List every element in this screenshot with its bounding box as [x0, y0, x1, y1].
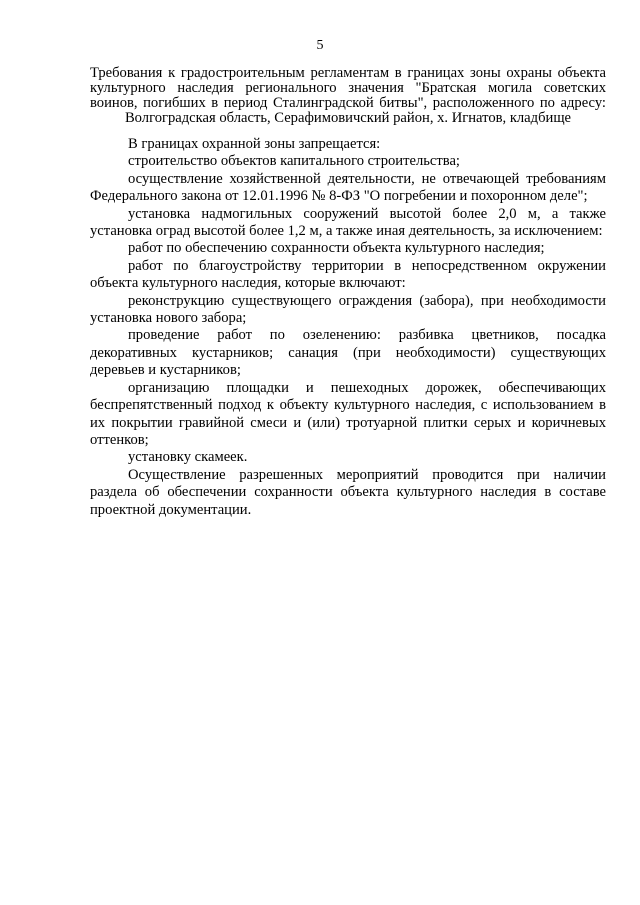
- document-body: [90, 136, 606, 519]
- paragraph-gravestones-fences: установка надмогильных сооружений высотой более 2,0 м, а также установка оград высотой более 1,2 м, а также иная деятельность, за исключением:: [90, 205, 606, 240]
- heading-line-1: Требования к градостроительным регламентам в границах зоны охраны объекта: [90, 65, 606, 81]
- page-number: 5: [316, 38, 324, 53]
- paragraph-landscaping-works: работ по благоустройству территории в непосредственном окружении объекта культурного наследия, которые включают:: [90, 257, 606, 292]
- paragraph-paths: организацию площадки и пешеходных дорожек, обеспечивающих беспрепятственный подход к объекту культурного наследия, с использованием в их покрытии гравийной смеси и (или) тротуарной плитки серых и коричневых оттенков;: [90, 379, 606, 448]
- paragraph-greening: проведение работ по озеленению: разбивка цветников, посадка декоративных кустарников; санация (при необходимости) существующих деревьев и кустарников;: [90, 327, 606, 379]
- heading-line-2: культурного наследия регионального значения "Братская могила советских: [90, 80, 606, 96]
- paragraph-preservation-works: работ по обеспечению сохранности объекта культурного наследия;: [128, 240, 545, 257]
- heading-line-3: воинов, погибших в период Сталинградской битвы", расположенного по адресу:: [90, 95, 606, 111]
- paragraph-intro: В границах охранной зоны запрещается:: [128, 136, 381, 152]
- document-heading: [90, 66, 606, 126]
- paragraph-fence-reconstruction: реконструкцию существующего ограждения (забора), при необходимости установка нового забора;: [90, 292, 606, 327]
- heading-line-4: Волгоградская область, Серафимовичский район, х. Игнатов, кладбище: [124, 110, 572, 126]
- paragraph-permitted-measures: Осуществление разрешенных мероприятий проводится при наличии раздела об обеспечении сохранности объекта культурного наследия в составе проектной документации.: [90, 466, 606, 518]
- paragraph-benches: установку скамеек.: [128, 449, 248, 466]
- paragraph-economic-activity: осуществление хозяйственной деятельности, не отвечающей требованиям Федерального закона от 12.01.1996 № 8-ФЗ "О погребении и похоронном деле";: [90, 170, 606, 205]
- paragraph-construction: строительство объектов капитального строительства;: [128, 153, 460, 170]
